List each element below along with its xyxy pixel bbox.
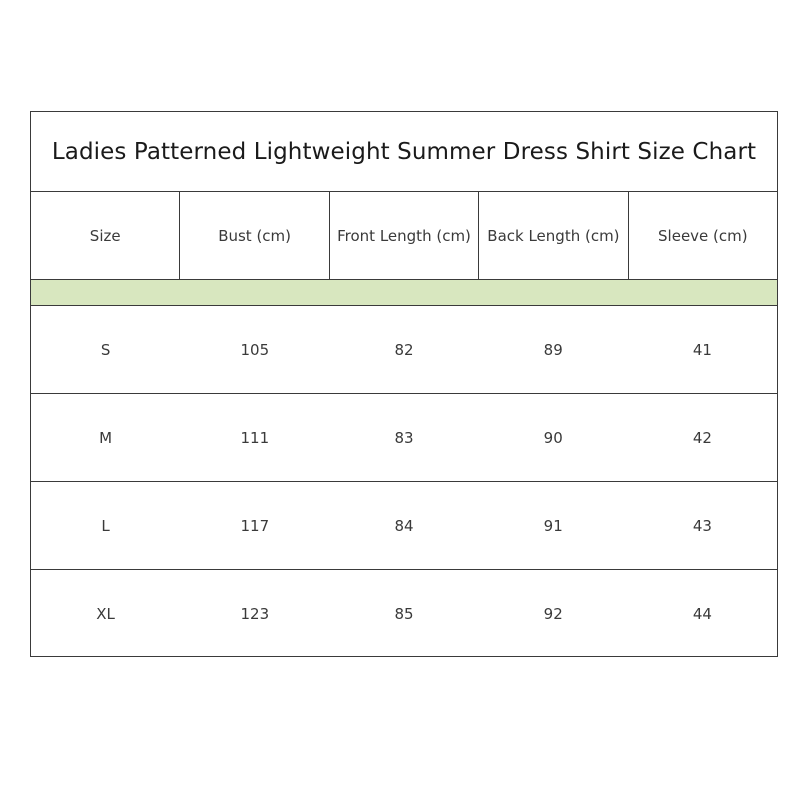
cell-sleeve: 43 [692,516,712,535]
table-row [31,394,777,482]
cell-bust: 117 [240,516,270,535]
cell-sleeve: 42 [692,428,712,447]
chart-title: Ladies Patterned Lightweight Summer Dress Shirt Size Chart [31,112,777,192]
cell-size: XL [96,604,115,623]
table-row [31,482,777,570]
size-chart-table [30,111,778,657]
header-back-length: Back Length (cm) [479,192,628,279]
cell-size: L [101,516,110,535]
header-bust: Bust (cm) [180,192,329,279]
table-body [31,306,777,657]
header-sleeve: Sleeve (cm) [658,226,748,245]
cell-back-length: 90 [543,428,563,447]
header-separator-band [31,280,777,306]
cell-bust: 105 [240,340,270,359]
cell-back-length: 91 [543,516,563,535]
cell-sleeve: 44 [692,604,712,623]
cell-bust: 111 [240,428,270,447]
cell-sleeve: 41 [692,340,712,359]
cell-size: M [99,428,113,447]
cell-back-length: 92 [543,604,563,623]
cell-front-length: 83 [394,428,414,447]
cell-back-length: 89 [543,340,563,359]
cell-front-length: 82 [394,340,414,359]
cell-bust: 123 [240,604,270,623]
cell-front-length: 84 [394,516,414,535]
table-row [31,306,777,394]
header-row [31,192,777,280]
header-front-length: Front Length (cm) [330,192,479,279]
cell-size: S [100,340,111,359]
header-size: Size [31,192,180,279]
table-row [31,570,777,657]
cell-front-length: 85 [394,604,414,623]
